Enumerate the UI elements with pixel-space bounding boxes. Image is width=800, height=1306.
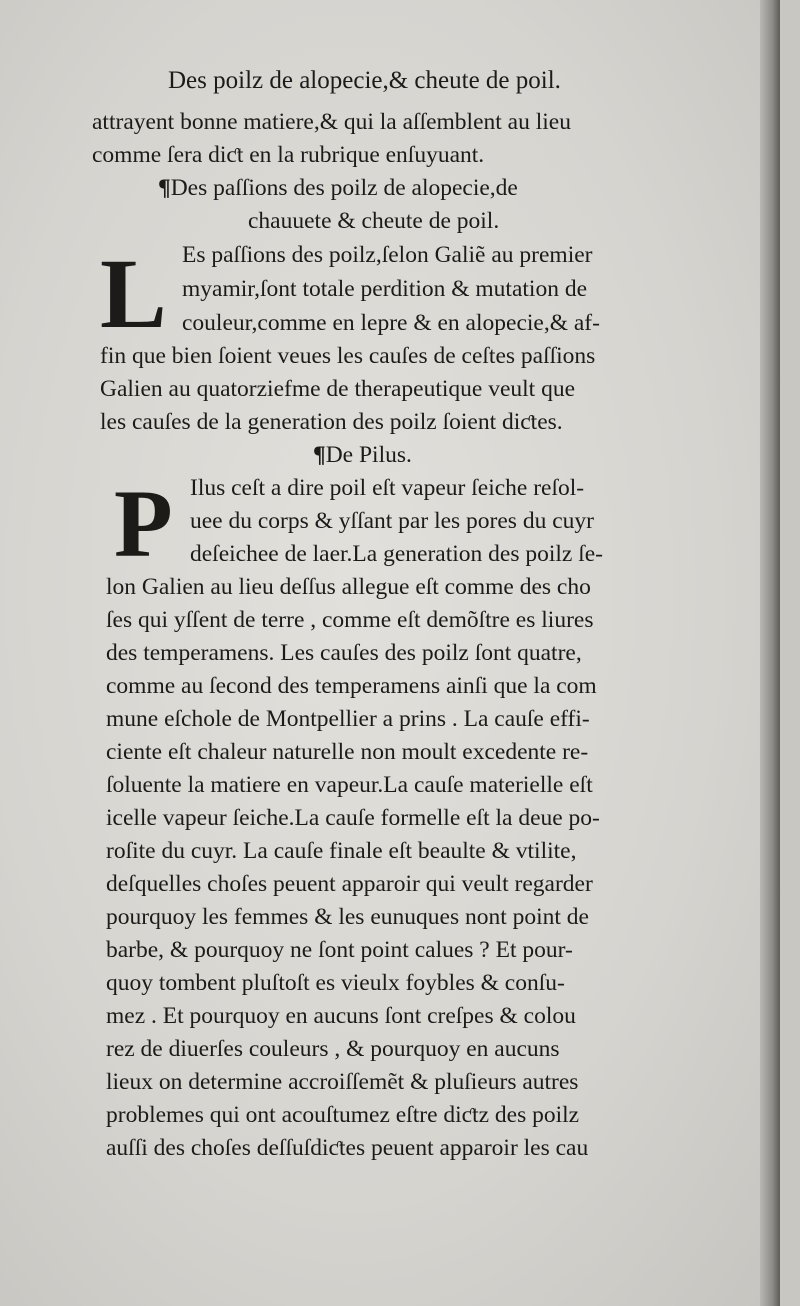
pilcrow-mark: ¶ bbox=[313, 442, 326, 468]
section-heading bbox=[158, 173, 518, 203]
text-line: attrayent bonne matiere,& qui la aſſemblent au lieu bbox=[92, 109, 571, 135]
text-line: quoy tombent pluſtoſt es vieulx foybles & conſu- bbox=[106, 970, 565, 996]
text-line: Es paſſions des poilz,ſelon Galiẽ au premier bbox=[182, 242, 593, 268]
text-line: les cauſes de la generation des poilz ſoient diƈtes. bbox=[100, 409, 563, 435]
text-line: comme au ſecond des temperamens ainſi que la com bbox=[106, 673, 597, 699]
text-line: mune eſchole de Montpellier a prins . La cauſe effi- bbox=[106, 706, 590, 732]
text-line: couleur,comme en lepre & en alopecie,& af- bbox=[182, 310, 600, 336]
text-line: lon Galien au lieu deſſus allegue eſt comme des cho bbox=[106, 574, 591, 600]
text-line: des temperamens. Les cauſes des poilz ſont quatre, bbox=[106, 640, 582, 666]
pilcrow-mark: ¶ bbox=[158, 175, 171, 201]
running-head: Des poilz de alopecie,& cheute de poil. bbox=[168, 67, 561, 94]
text-line: comme ſera diƈt en la rubrique enſuyuant. bbox=[92, 142, 485, 168]
text-line: lieux on determine accroiſſemẽt & pluſieurs autres bbox=[106, 1069, 579, 1095]
section-heading bbox=[313, 440, 412, 470]
section-heading-text: De Pilus. bbox=[325, 442, 412, 468]
text-line: icelle vapeur ſeiche.La cauſe formelle eſt la deue po- bbox=[106, 805, 600, 831]
text-line: ciente eſt chaleur naturelle non moult excedente re- bbox=[106, 739, 589, 765]
text-line: Ilus ceſt a dire poil eſt vapeur ſeiche reſol- bbox=[190, 475, 585, 501]
text-line: mez . Et pourquoy en aucuns ſont creſpes & colou bbox=[106, 1003, 576, 1029]
dropcap-letter: P bbox=[114, 470, 173, 577]
text-line: uee du corps & yſſant par les pores du cuyr bbox=[190, 508, 594, 534]
text-line: barbe, & pourquoy ne ſont point calues ? Et pour- bbox=[106, 937, 573, 963]
text-line: pourquoy les femmes & les eunuques nont point de bbox=[106, 904, 589, 930]
section-heading-line1: Des paſſions des poilz de alopecie,de bbox=[170, 175, 518, 201]
text-line: auſſi des choſes deſſuſdiƈtes peuent apparoir les cau bbox=[106, 1135, 589, 1161]
text-line: problemes qui ont acouſtumez eſtre diƈtz des poilz bbox=[106, 1102, 580, 1128]
text-line: ſoluente la matiere en vapeur.La cauſe materielle eſt bbox=[106, 772, 593, 798]
dropcap-letter: L bbox=[100, 238, 167, 349]
text-line: deſquelles choſes peuent apparoir qui veult regarder bbox=[106, 871, 593, 897]
text-line: fin que bien ſoient veues les cauſes de ceſtes paſſions bbox=[100, 343, 596, 369]
text-line: myamir,ſont totale perdition & mutation de bbox=[182, 276, 588, 302]
text-line: deſeichee de laer.La generation des poilz ſe- bbox=[190, 541, 603, 567]
text-line: roſite du cuyr. La cauſe finale eſt beaulte & vtilite, bbox=[106, 838, 577, 864]
section-heading-line2: chauuete & cheute de poil. bbox=[248, 208, 500, 234]
text-line: rez de diuerſes couleurs , & pourquoy en aucuns bbox=[106, 1036, 560, 1062]
text-line: ſes qui yſſent de terre , comme eſt demõſtre es liures bbox=[106, 607, 594, 633]
text-line: Galien au quatorziefme de therapeutique veult que bbox=[100, 376, 576, 402]
